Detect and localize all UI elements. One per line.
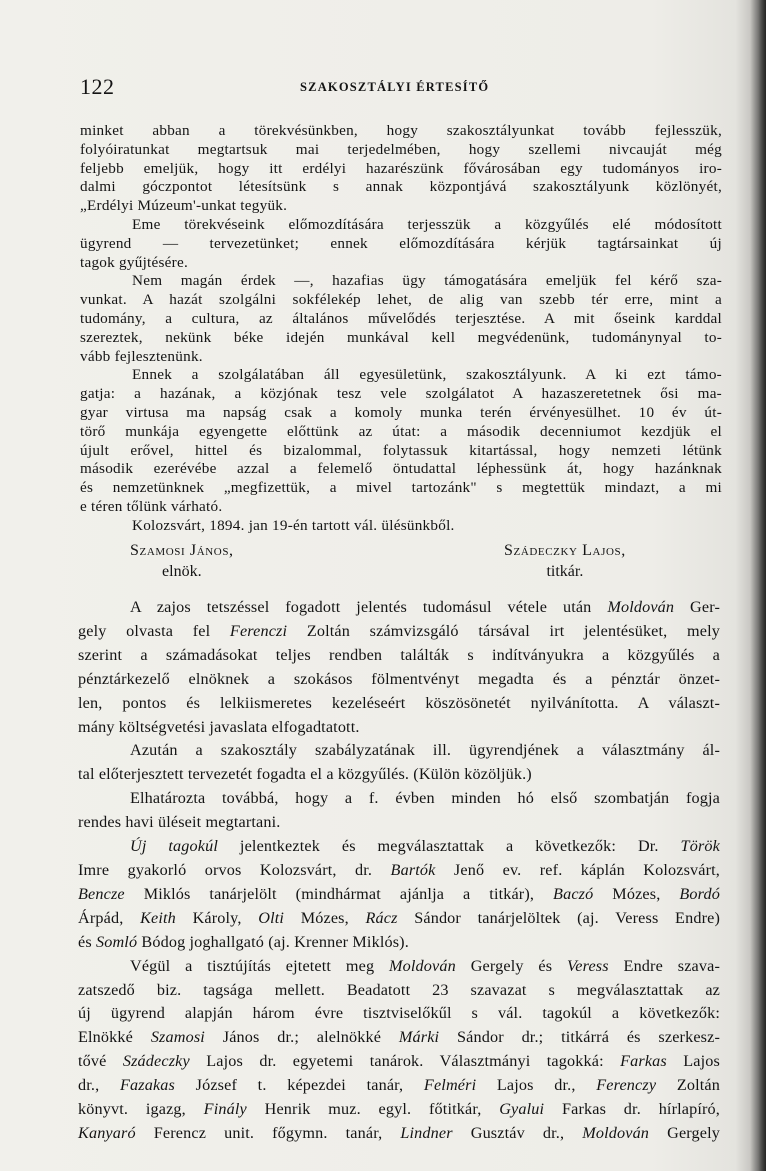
text-run: Farkas dr. hírlapíró, (544, 1100, 720, 1119)
page-number: 122 (80, 74, 115, 99)
name-italic: Ferenczy (596, 1076, 657, 1095)
text-run: Jenő ev. ref. káplán Kolozsvárt, (435, 860, 720, 879)
running-head: SZAKOSZTÁLYI ÉRTESÍTŐ (300, 80, 490, 94)
text-line (78, 1050, 720, 1074)
text-line (78, 739, 720, 763)
text-line: második ezerévébe azzal a felemelő öntudattal léphessünk át, hogy hazánknak (80, 460, 722, 478)
name-italic: Ferenczi (229, 621, 288, 640)
text-line-content: Eme törekvéseink előmozdítására terjesszük a közgyűlés elé módosított (132, 215, 722, 233)
book-spine-shadow (750, 0, 766, 1171)
text-line (78, 931, 720, 955)
text-run: könyvt. igazg, (78, 1100, 204, 1119)
name-italic: Kanyaró (78, 1123, 136, 1142)
text-line (78, 907, 720, 931)
text-line (78, 955, 720, 979)
name-italic: Moldován (389, 956, 456, 975)
name-italic: Török (680, 837, 720, 856)
text-line (78, 883, 720, 907)
signature-role: titkár. (546, 563, 584, 580)
text-line: törő munkája egyengette előttünk az útat: a második decenniumot kezdjük el (80, 422, 722, 440)
text-run: Sándor tanárjelöltek (aj. Veress Endre) (397, 908, 720, 927)
name-italic: Rácz (365, 908, 398, 927)
signature-president (130, 540, 234, 582)
text-run: tővé (78, 1052, 123, 1071)
text-line: len, pontos és lelkiismeretes kezeléseért köszösönetét nyilvánította. A választ- (78, 693, 720, 712)
text-line (78, 1026, 720, 1050)
text-line (78, 1074, 720, 1098)
text-line (78, 1122, 720, 1146)
text-run: Ger- (674, 598, 720, 616)
text-line (78, 1098, 720, 1122)
text-line: vább fejlesztenünk. (80, 347, 203, 365)
name-italic: Fazakas (119, 1076, 175, 1095)
text-run: Mózes, (593, 884, 680, 903)
text-line (80, 517, 722, 536)
minutes-body (78, 596, 720, 1146)
text-run: Lajos dr., (476, 1076, 597, 1095)
text-line (80, 366, 722, 385)
text-line (78, 596, 720, 620)
text-line (78, 835, 720, 859)
text-line: és nemzetünknek „megfizettük, a mivel tartozánk" s megtettük mindazt, a mi (80, 479, 722, 497)
text-run: József t. képezdei tanár, (174, 1076, 424, 1095)
text-line: mány költségvetési javaslata elfogadtatott. (78, 717, 360, 736)
name-italic: Új tagokúl (130, 837, 219, 856)
name-italic: Moldován (607, 598, 675, 616)
dateline: Kolozsvárt, 1894. jan 19-én tartott vál. ülésünkből. (132, 516, 455, 534)
text-run: Lajos (666, 1052, 720, 1071)
text-line (80, 216, 722, 235)
text-run: A zajos tetszéssel fogadott jelentés tudomásul vétele után (130, 598, 608, 616)
name-italic: Gyalui (499, 1100, 545, 1119)
signature-name: Szamosi János, (130, 542, 234, 559)
text-run: János dr.; alelnökké (204, 1028, 399, 1047)
text-run: gely olvasta fel (78, 621, 230, 640)
name-italic: Veress (567, 956, 609, 975)
name-italic: Moldován (582, 1123, 650, 1142)
name-italic: Bartók (390, 860, 436, 879)
name-italic: Farkas (620, 1052, 667, 1071)
text-line: minket abban a törekvésünkben, hogy szakosztályunkat tovább fejlesszük, (80, 122, 722, 139)
name-italic: Bencze (78, 884, 125, 903)
text-run: Gusztáv dr., (452, 1123, 583, 1142)
text-run: Elnökké (78, 1028, 151, 1047)
text-run: Sándor dr.; titkárrá és szerkesz- (439, 1028, 720, 1047)
text-line: folyóiratunkat megtartsuk mai terjedelmében, hogy szellemi nivcauját még (80, 140, 722, 158)
signature-role: elnök. (162, 563, 202, 580)
name-italic: Baczó (553, 884, 594, 903)
text-line: zatszedő biz. tagsága mellett. Beadatott 23 szavazat s megválasztattak az (78, 980, 720, 999)
name-italic: Olti (258, 908, 285, 927)
text-line: e téren tőlünk várható. (80, 497, 223, 515)
signature-secretary (504, 540, 626, 582)
text-run: Bódog joghallgató (aj. Krenner Miklós). (137, 932, 409, 951)
name-italic: Keith (140, 908, 176, 927)
text-line-content: Nem magán érdek —, hazafias ügy támogatására emeljük fel kérő sza- (132, 272, 722, 290)
name-italic: Bordó (679, 884, 720, 903)
text-run: Miklós tanárjelölt (mindhármat ajánlja a titkár), (124, 884, 554, 903)
text-run: Gergely és (455, 956, 568, 975)
text-run: Azután a szakosztály szabályzatának ill. ügyrendjének a választmány ál- (130, 741, 720, 760)
text-run: Gergely (649, 1123, 721, 1142)
name-italic: Szádeczky (122, 1052, 190, 1071)
name-italic: Szamosi (150, 1028, 205, 1047)
text-line: ügyrend — tervezetünket; ennek előmozdítására kérjük tagtársainkat új (80, 234, 722, 252)
name-italic: Finály (203, 1100, 247, 1119)
text-line: gyar virtusa ma napság csak a komoly munka terén érvényesülhet. 10 év út- (80, 403, 722, 421)
text-line: tagok gyűjtésére. (80, 253, 188, 271)
text-run: Elhatározta továbbá, hogy a f. évben minden hó első szombatján fogja (130, 789, 720, 808)
text-run: Végül a tisztújítás ejtetett meg (130, 956, 390, 975)
text-run: és (78, 932, 96, 951)
text-run: Mózes, (284, 908, 366, 927)
report-closing-text (80, 122, 722, 536)
text-run: dr., (78, 1076, 120, 1095)
text-run: jelentkeztek és megválasztattak a következők: Dr. (218, 837, 681, 856)
text-line: „Erdélyi Múzeum'-unkat tegyük. (80, 197, 288, 215)
text-run: Henrik muz. egyl. főtitkár, (246, 1100, 500, 1119)
text-line (78, 859, 720, 883)
text-line: szereztek, nekünk béke idején munkával kell megvédenünk, tudománynyal to- (80, 328, 722, 346)
text-run: Lajos dr. egyetemi tanárok. Választmányi tagokká: (189, 1052, 621, 1071)
signature-name: Szádeczky Lajos, (504, 542, 626, 559)
text-run: Árpád, (78, 908, 141, 927)
text-line: új ügyrend alapján három évre tisztviselőkűl s vál. tagokúl a következők: (78, 1004, 720, 1023)
text-run: Endre szava- (608, 956, 720, 975)
text-line: feljebb emeljük, hogy itt erdélyi hazarészünk fővárosában egy tudományos iro- (80, 159, 722, 177)
text-line: újult erővel, hittel és bizalommal, folytassuk kitartással, hogy nemzeti létünk (80, 441, 722, 459)
text-line: tal előterjesztett tervezetét fogadta el a közgyűlés. (Külön közöljük.) (78, 765, 532, 784)
text-line: rendes havi üléseit megtartani. (78, 813, 281, 832)
text-line (78, 787, 720, 811)
text-line: tudomány, a cultura, az általános művelődés terjesztése. A mit őseink karddal (80, 309, 722, 327)
text-line: pénztárkezelő elnöknek a szokásos fölmentvényt megadta és a pénztár önzet- (78, 669, 720, 688)
text-line: szerint a számadásokat teljes rendben találták s indítványukra a közgyűlés a (78, 645, 720, 664)
text-run: Zoltán számvizsgáló társával irt jelentésüket, mely (287, 621, 721, 640)
signatures (80, 540, 720, 590)
page-header (80, 74, 720, 104)
text-run: Ferencz unit. főgymn. tanár, (135, 1123, 401, 1142)
text-line: dalmi góczpontot létesítsünk s annak központjává szakosztályunk közlönyét, (80, 178, 722, 196)
text-line: gatja: a hazának, a közjónak tesz vele szolgálatot A hazaszeretetnek ősi ma- (80, 385, 722, 403)
name-italic: Somló (95, 932, 138, 951)
text-run: Imre gyakorló orvos Kolozsvárt, dr. (78, 860, 391, 879)
text-line (78, 620, 720, 644)
text-run: Zoltán (656, 1076, 721, 1095)
name-italic: Lindner (400, 1123, 453, 1142)
name-italic: Márki (398, 1028, 440, 1047)
text-line-content: Ennek a szolgálatában áll egyesületünk, szakosztályunk. A ki ezt támo- (132, 366, 722, 384)
text-line (80, 272, 722, 291)
text-run: Károly, (175, 908, 259, 927)
text-line: vunkat. A hazát szolgálni sokfélekép lehet, de alig van szebb tér erre, mint a (80, 291, 722, 309)
name-italic: Felméri (423, 1076, 477, 1095)
